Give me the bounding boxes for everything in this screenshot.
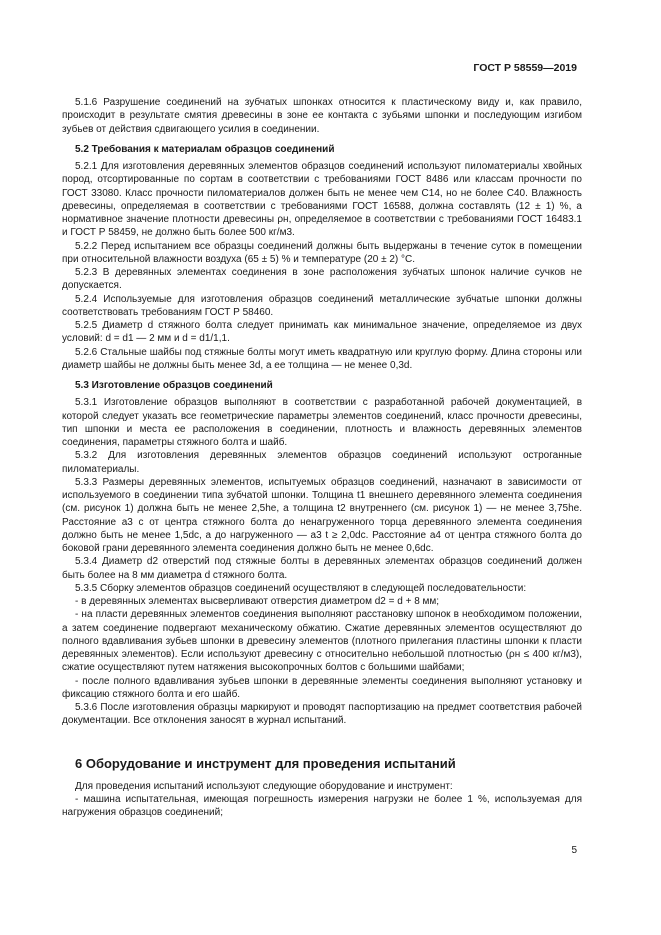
paragraph-5-2-1: 5.2.1 Для изготовления деревянных элементов образцов соединений используют пиломатериалы хвойных пород, отсортированные по сортам в соответствии с требованиями ГОСТ 8486 или классам прочности по ГОСТ 33080. Класс прочности пиломатериалов должен быть не менее чем С14, но не более С40. Влажность древесины, определяемая в соответствии с требованиями ГОСТ 16588, должна составлять (12 ± 1) %, а нормативное значение плотности древесины ρн, определяемое в соответствии с требованиями ГОСТ 16483.1 и ГОСТ Р 58459, не должно быть более 500 кг/м3. bbox=[62, 161, 582, 239]
document-body bbox=[62, 96, 582, 819]
paragraph-6-intro: Для проведения испытаний используют следующие оборудование и инструмент: bbox=[75, 780, 453, 792]
list-item-5-3-5-a: - в деревянных элементах высверливают отверстия диаметром d2 = d + 8 мм; bbox=[75, 596, 440, 607]
section-heading-5-2: 5.2 Требования к материалам образцов соединений bbox=[75, 143, 335, 155]
standard-id: ГОСТ Р 58559—2019 bbox=[473, 62, 577, 74]
paragraph-5-2-4: 5.2.4 Используемые для изготовления образцов соединений металлические зубчатые шпонки должны соответствовать требованиям ГОСТ Р 58460. bbox=[62, 293, 582, 318]
paragraph-5-3-6: 5.3.6 После изготовления образцы маркируют и проводят паспортизацию на предмет соответствия рабочей документации. Все отклонения заносят в журнал испытаний. bbox=[62, 702, 582, 727]
paragraph-5-3-3: 5.3.3 Размеры деревянных элементов, испытуемых образцов соединений, назначают в зависимости от используемого в соединении типа зубчатой шпонки. Толщина t1 внешнего деревянного элемента соединения (см. рисунок 1) должна быть не менее 2,5he, а толщина t2 внутреннего (см. рисунок 1) — не менее 3,75he. Расстояние a3 c от центра стяжного болта до ненагруженного торца деревянного элемента соединения должно быть не менее 1,5dc, а до нагруженного — a3 t ≥ 2,0dc. Расстояние a4 от центра стяжного болта до боковой грани деревянного элемента соединения должно быть не менее 0,6dc. bbox=[62, 476, 582, 554]
list-item-5-3-5-c: - после полного вдавливания зубьев шпонки в деревянные элементы соединения выполняют установку и фиксацию стяжного болта и его шайб. bbox=[62, 675, 582, 700]
paragraph-5-3-5: 5.3.5 Сборку элементов образцов соединений осуществляют в следующей последовательности: bbox=[75, 582, 527, 594]
paragraph-5-2-2: 5.2.2 Перед испытанием все образцы соединений должны быть выдержаны в течение суток в помещении при относительной влажности воздуха (65 ± 5) % и температуре (20 ± 2) °С. bbox=[62, 240, 582, 265]
chapter-heading-6: 6 Оборудование и инструмент для проведения испытаний bbox=[75, 755, 456, 771]
paragraph-5-2-3: 5.2.3 В деревянных элементах соединения в зоне расположения зубчатых шпонок наличие сучков не допускается. bbox=[62, 267, 582, 292]
paragraph-5-2-5: 5.2.5 Диаметр d стяжного болта следует принимать как минимальное значение, определяемое из двух условий: d = d1 — 2 мм и d = d1/1,1. bbox=[62, 320, 582, 345]
list-item-5-3-5-b: - на пласти деревянных элементов соединения выполняют расстановку шпонок в необходимом положении, а затем соединение подвергают механическому обжатию. Сжатие деревянных элементов осуществляют до полного вдавливания зубьев шпонки в древесину элементов (плотного прилегания пластины шпонки к пласти деревянных элементов). Если используют древесину с относительно небольшой плотностью (ρн ≤ 400 кг/м3), сжатие осуществляют путем натяжения высокопрочных болтов с большими шайбами; bbox=[62, 609, 582, 674]
page-number: 5 bbox=[571, 845, 577, 856]
paragraph-5-3-2: 5.3.2 Для изготовления деревянных элементов образцов соединений используют остроганные пиломатериалы. bbox=[62, 450, 582, 475]
paragraph-5-3-1: 5.3.1 Изготовление образцов выполняют в соответствии с разработанной рабочей документацией, в которой следует указать все геометрические параметры элементов соединений, класс прочности древесины, тип шпонки и места ее расположения в соединении, плотность и влажность деревянных элементов соединения, параметры стяжного болта и шайб. bbox=[62, 397, 582, 448]
paragraph-5-1-6: 5.1.6 Разрушение соединений на зубчатых шпонках относится к пластическому виду и, как правило, происходит в результате смятия древесины в зоне ее контакта с зубьями шпонки и последующим изгибом зубьев от действия сдвигающего усилия в соединении. bbox=[62, 97, 582, 135]
paragraph-5-3-4: 5.3.4 Диаметр d2 отверстий под стяжные болты в деревянных элементах образцов соединений должен быть более на 8 мм диаметра d стяжного болта. bbox=[62, 556, 582, 581]
paragraph-5-2-6: 5.2.6 Стальные шайбы под стяжные болты могут иметь квадратную или круглую форму. Длина стороны или диаметр шайбы не должны быть менее 3d, а ее толщина — не менее 0,3d. bbox=[62, 346, 582, 371]
list-item-6-a: - машина испытательная, имеющая погрешность измерения нагрузки не более 1 %, используемая для нагружения образцов соединений; bbox=[62, 793, 582, 818]
section-heading-5-3: 5.3 Изготовление образцов соединений bbox=[75, 380, 273, 391]
